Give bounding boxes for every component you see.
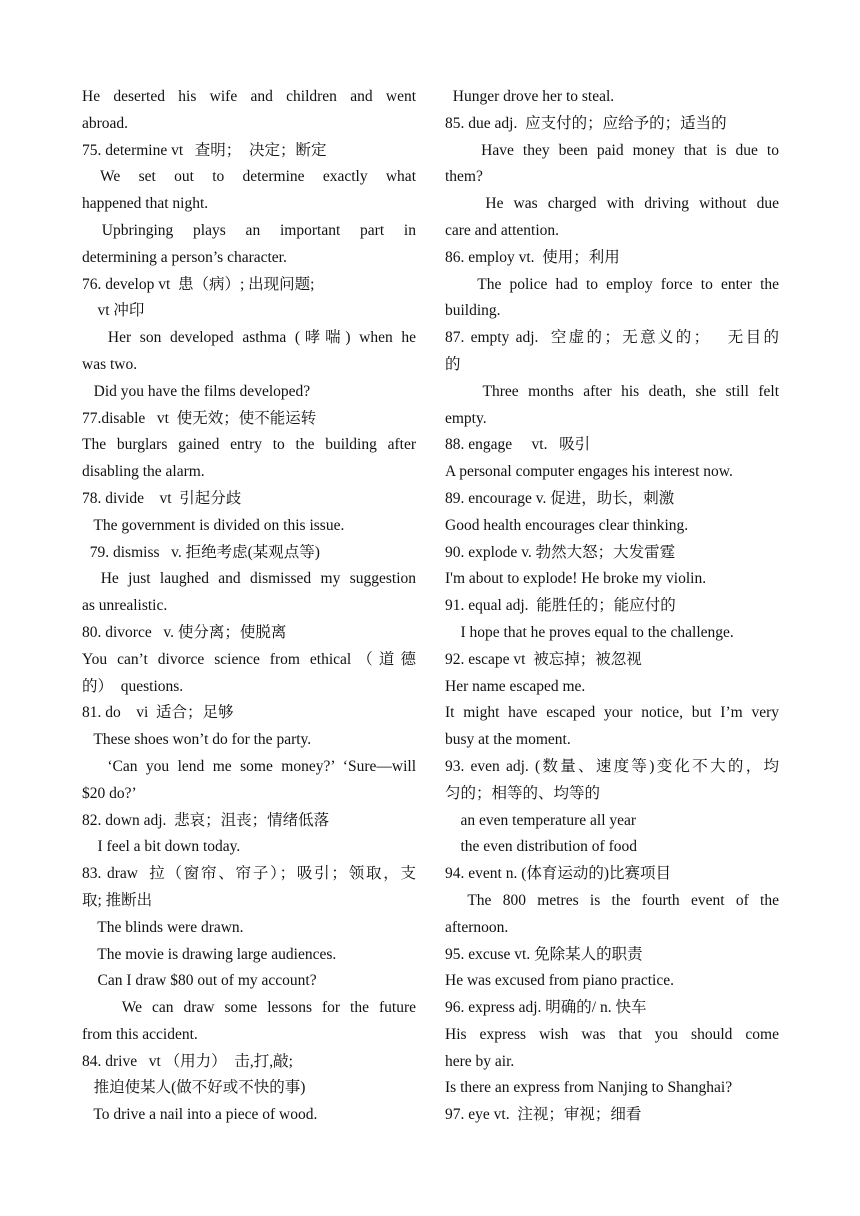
right-column-line: empty. — [445, 409, 487, 427]
left-column-line: I feel a bit down today. — [82, 838, 241, 856]
left-column-line: We set out to determine exactly what — [82, 168, 416, 186]
left-column-line: He just laughed and dismissed my suggestion — [82, 570, 416, 588]
left-column-line: The government is divided on this issue. — [82, 516, 345, 534]
right-column-line: Good health encourages clear thinking. — [445, 516, 689, 534]
left-column-line: was two. — [82, 355, 138, 373]
left-column-line: 79. dismiss v. 拒绝考虑(某观点等) — [82, 543, 320, 561]
left-column-line: as unrealistic. — [82, 597, 168, 615]
left-column-line: The blinds were drawn. — [82, 918, 244, 936]
right-column-line: Have they been paid money that is due to — [445, 141, 779, 159]
right-column-line: 92. escape vt 被忘掉；被忽视 — [445, 650, 642, 668]
right-column-line: Her name escaped me. — [445, 677, 586, 695]
right-column-line: 86. employ vt. 使用；利用 — [445, 248, 620, 266]
left-column-line: 77.disable vt 使无效；使不能运转 — [82, 409, 317, 427]
right-column-line: He was excused from piano practice. — [445, 972, 674, 990]
right-column-line: 87. empty adj. 空虚的；无意义的； 无目的 — [445, 329, 779, 347]
left-column-line: Her son developed asthma (哮喘) when he — [82, 329, 416, 347]
left-column-line: 81. do vi 适合；足够 — [82, 704, 234, 722]
right-column-line: 91. equal adj. 能胜任的；能应付的 — [445, 597, 676, 615]
left-column-line: $20 do?’ — [82, 784, 137, 802]
right-column-line: the even distribution of food — [445, 838, 637, 856]
right-column-line: an even temperature all year — [445, 811, 637, 829]
left-column-line: You can’t divorce science from ethical（道德 — [82, 650, 416, 668]
right-column-line: building. — [445, 302, 501, 320]
right-column-line: Three months after his death, she still felt — [445, 382, 779, 400]
right-column-line: afternoon. — [445, 918, 509, 936]
right-column-line: Hunger drove her to steal. — [445, 88, 615, 105]
left-column — [82, 84, 416, 1129]
right-column-line: 85. due adj. 应支付的；应给予的；适当的 — [445, 114, 727, 132]
right-column-line: The police had to employ force to enter the — [445, 275, 779, 293]
right-column-line: It might have escaped your notice, but I’m very — [445, 704, 779, 722]
right-column-line: 93. even adj. (数量、速度等)变化不大的，均 — [445, 757, 779, 775]
left-column-line: Can I draw $80 out of my account? — [82, 972, 317, 990]
left-column-line: determining a person’s character. — [82, 248, 287, 266]
right-column-line: 96. express adj. 明确的/ n. 快车 — [445, 999, 647, 1017]
right-column — [445, 84, 779, 1129]
left-column-line: The burglars gained entry to the building after — [82, 436, 416, 454]
right-column-line: busy at the moment. — [445, 731, 571, 749]
left-column-line: 82. down adj. 悲哀；沮丧；情绪低落 — [82, 811, 330, 829]
left-column-line: vt 冲印 — [82, 302, 145, 320]
right-column-line: here by air. — [445, 1052, 515, 1070]
left-column-line: disabling the alarm. — [82, 463, 205, 481]
left-column-line: He deserted his wife and children and went — [82, 88, 416, 105]
right-column-line: His express wish was that you should come — [445, 1025, 779, 1043]
left-column-line: ‘Can you lend me some money?’ ‘Sure—will — [82, 757, 416, 775]
right-column-line: 97. eye vt. 注视；审视；细看 — [445, 1106, 642, 1124]
left-column-line: These shoes won’t do for the party. — [82, 731, 312, 749]
right-column-line: 的 — [445, 355, 461, 373]
left-column-line: 78. divide vt 引起分歧 — [82, 489, 242, 507]
left-column-line: 80. divorce v. 使分离；使脱离 — [82, 623, 287, 641]
left-column-line: 推迫使某人(做不好或不快的事) — [82, 1079, 306, 1097]
left-column-line: 的） questions. — [82, 677, 184, 695]
left-column-line: 83. draw 拉（窗帘、帘子）；吸引；领取，支 — [82, 865, 416, 883]
right-column-line: I hope that he proves equal to the challenge. — [445, 623, 734, 641]
left-column-line: Did you have the films developed? — [82, 382, 311, 400]
right-column-line: care and attention. — [445, 221, 560, 239]
left-column-line: happened that night. — [82, 195, 209, 213]
left-column-line: To drive a nail into a piece of wood. — [82, 1106, 318, 1124]
right-column-line: 94. event n. (体育运动的)比赛项目 — [445, 865, 672, 883]
right-column-line: 95. excuse vt. 免除某人的职责 — [445, 945, 643, 963]
right-column-line: A personal computer engages his interest now. — [445, 463, 733, 481]
right-column-line: them? — [445, 168, 483, 186]
right-column-line: Is there an express from Nanjing to Shanghai? — [445, 1079, 733, 1097]
right-column-line: 89. encourage v. 促进，助长，刺激 — [445, 489, 675, 507]
right-column-line: The 800 metres is the fourth event of the — [445, 891, 779, 909]
left-column-line: Upbringing plays an important part in — [82, 221, 416, 239]
left-column-line: The movie is drawing large audiences. — [82, 945, 337, 963]
left-column-line: We can draw some lessons for the future — [82, 999, 416, 1017]
left-column-line: 84. drive vt （用力） 击,打,敲; — [82, 1052, 293, 1070]
left-column-line: 75. determine vt 查明； 决定；断定 — [82, 141, 327, 159]
right-column-line: 88. engage vt. 吸引 — [445, 436, 591, 454]
right-column-line: I'm about to explode! He broke my violin. — [445, 570, 707, 588]
right-column-line: 匀的；相等的、均等的 — [445, 784, 601, 802]
left-column-line: abroad. — [82, 114, 129, 132]
left-column-line: 76. develop vt 患（病）; 出现问题; — [82, 275, 315, 293]
right-column-line: 90. explode v. 勃然大怒；大发雷霆 — [445, 543, 676, 561]
left-column-line: 取; 推断出 — [82, 891, 153, 909]
right-column-line: He was charged with driving without due — [445, 195, 779, 213]
left-column-line: from this accident. — [82, 1025, 198, 1043]
